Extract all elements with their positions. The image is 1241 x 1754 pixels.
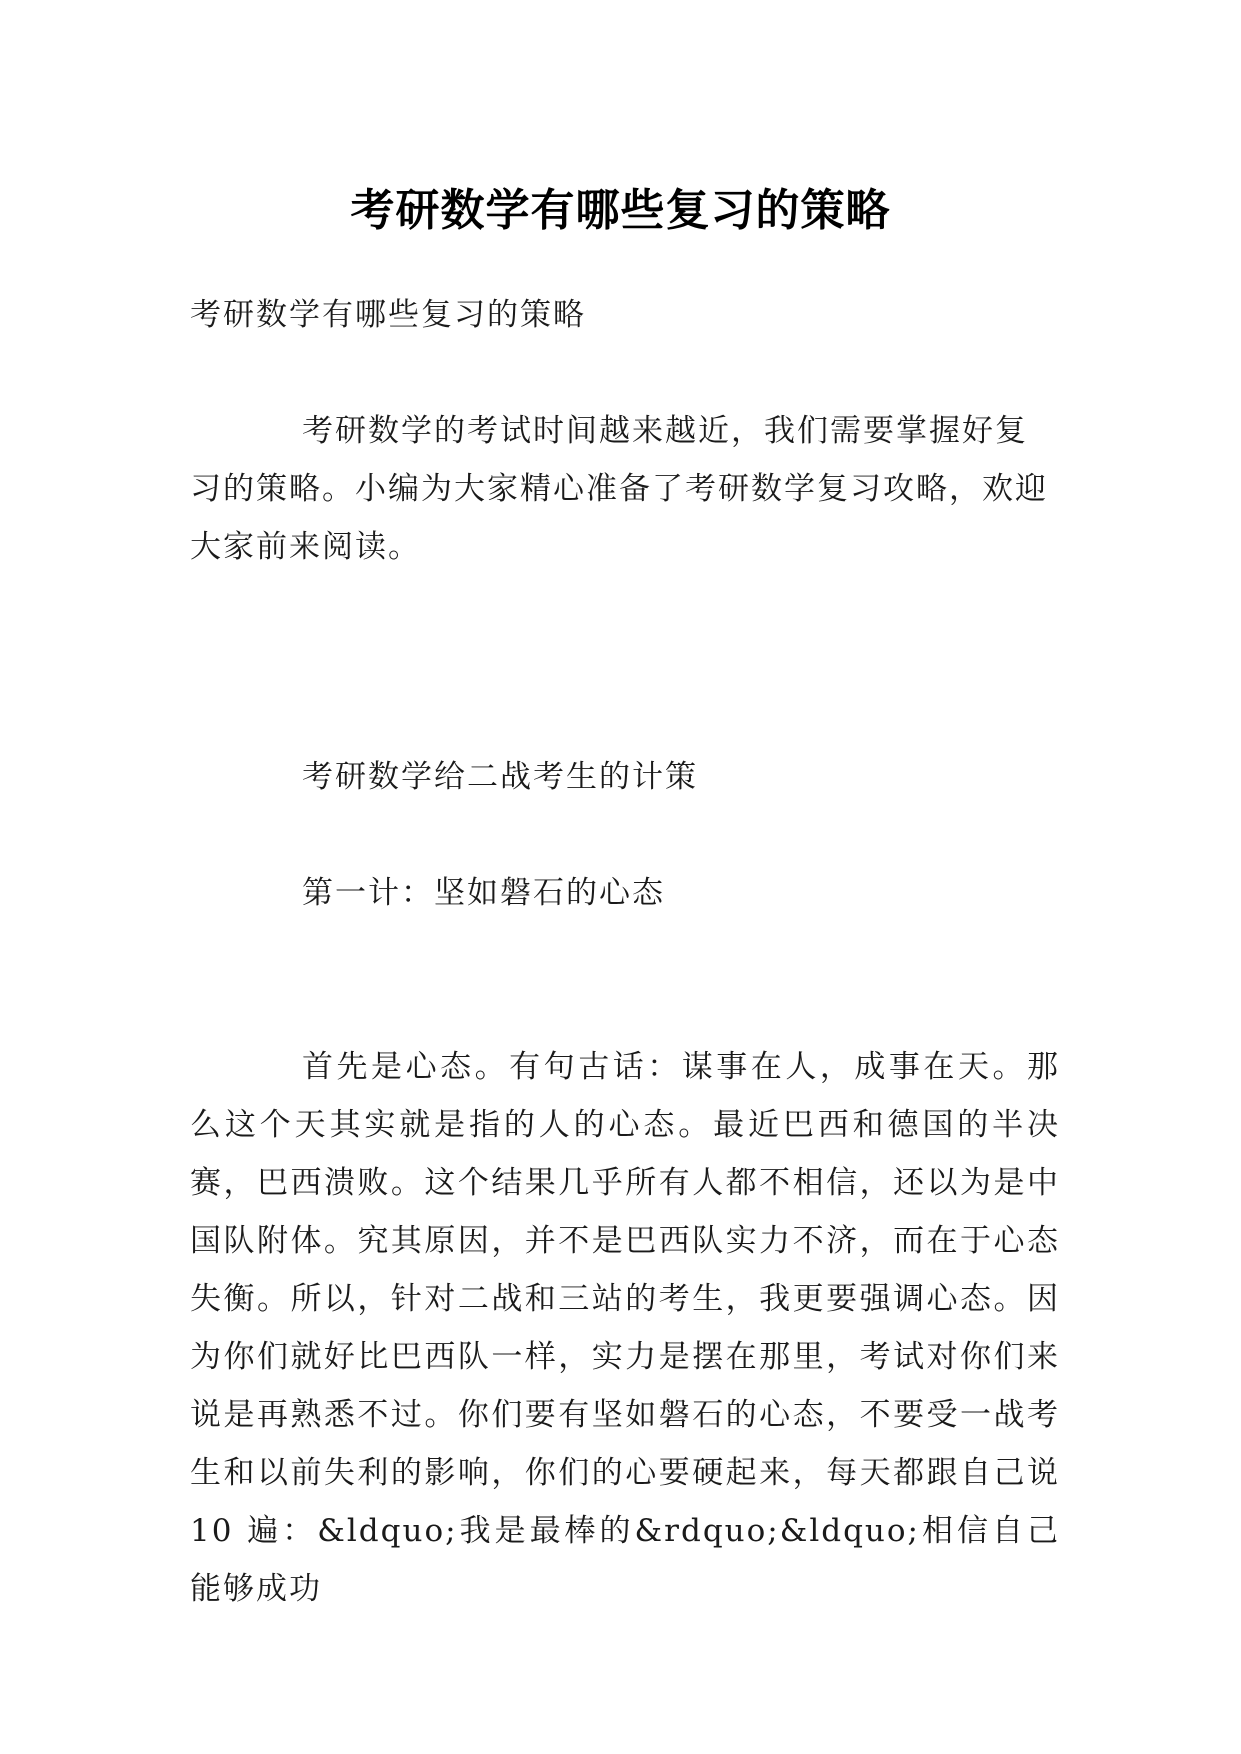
- document-subtitle: 考研数学有哪些复习的策略: [190, 297, 586, 333]
- subsection-heading: 第一计：坚如磐石的心态: [302, 875, 665, 911]
- body-paragraph: 首先是心态。有句古话：谋事在人，成事在天。那么这个天其实就是指的人的心态。最近巴西和德国的半决赛，巴西溃败。这个结果几乎所有人都不相信，还以为是中国队附体。究其原因，并不是巴西队实力不济，而在于心态失衡。所以，针对二战和三站的考生，我更要强调心态。因为你们就好比巴西队一样，实力是摆在那里，考试对你们来说是再熟悉不过。你们要有坚如磐石的心态，不要受一战考生和以前失利的影响，你们的心要硬起来，每天都跟自己说 10 遍：&ldquo;我是最棒的&rdquo;&ldquo;相信自己能够成功: [190, 1049, 1060, 1607]
- intro-paragraph: 考研数学的考试时间越来越近，我们需要掌握好复习的策略。小编为大家精心准备了考研数学复习攻略，欢迎大家前来阅读。: [190, 413, 1048, 565]
- section-heading: 考研数学给二战考生的计策: [302, 759, 698, 795]
- document-title: 考研数学有哪些复习的策略: [350, 185, 891, 237]
